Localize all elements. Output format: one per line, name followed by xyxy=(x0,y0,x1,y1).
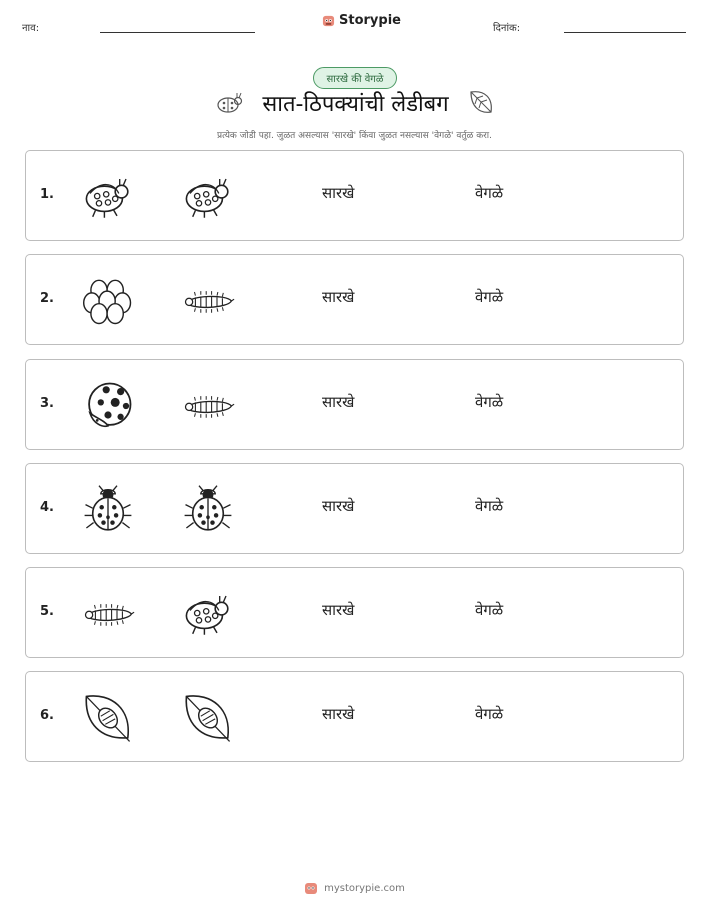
larva-icon xyxy=(181,274,235,328)
question-row xyxy=(25,567,684,658)
title-row xyxy=(0,88,709,118)
category-tag: सारखे की वेगळे xyxy=(313,67,397,89)
different-option[interactable]: वेगळे xyxy=(475,288,504,306)
name-line[interactable] xyxy=(100,32,255,33)
different-option[interactable]: वेगळे xyxy=(475,497,504,515)
page-title: सात-ठिपक्यांची लेडीबग xyxy=(262,92,449,117)
same-option[interactable]: सारखे xyxy=(322,393,355,411)
same-option[interactable]: सारखे xyxy=(322,705,355,723)
question-row xyxy=(25,359,684,450)
different-option[interactable]: वेगळे xyxy=(475,705,504,723)
ladybug-top-icon xyxy=(181,483,235,537)
question-number: 5. xyxy=(40,604,54,619)
instructions: प्रत्येक जोडी पहा. जुळत असल्यास 'सारखे' किंवा जुळत नसल्यास 'वेगळे' वर्तुळ करा. xyxy=(216,131,492,141)
same-option[interactable]: सारखे xyxy=(322,601,355,619)
pupa-leaf-icon xyxy=(181,691,235,745)
date-label: दिनांक: xyxy=(493,23,521,34)
date-line[interactable] xyxy=(564,32,686,33)
question-number: 3. xyxy=(40,396,54,411)
brand-logo xyxy=(322,13,401,28)
footer xyxy=(0,881,709,895)
question-number: 4. xyxy=(40,500,54,515)
question-number: 2. xyxy=(40,291,54,306)
pupa-leaf-icon xyxy=(81,691,135,745)
ladybug-side-icon xyxy=(181,170,235,224)
ladybug-side-icon xyxy=(181,587,235,641)
ladybug-spotted-icon xyxy=(81,379,135,433)
brand-name: Storypie xyxy=(339,13,401,28)
question-row xyxy=(25,463,684,554)
question-row xyxy=(25,671,684,762)
different-option[interactable]: वेगळे xyxy=(475,601,504,619)
question-number: 6. xyxy=(40,708,54,723)
different-option[interactable]: वेगळे xyxy=(475,184,504,202)
storypie-logo-icon xyxy=(304,881,318,895)
question-row xyxy=(25,254,684,345)
ladybug-side-icon xyxy=(81,170,135,224)
same-option[interactable]: सारखे xyxy=(322,497,355,515)
ladybug-icon xyxy=(214,90,244,116)
same-option[interactable]: सारखे xyxy=(322,184,355,202)
leaf-icon xyxy=(467,88,495,118)
storypie-logo-icon xyxy=(322,14,335,27)
different-option[interactable]: वेगळे xyxy=(475,393,504,411)
same-option[interactable]: सारखे xyxy=(322,288,355,306)
name-label: नाव: xyxy=(22,23,40,34)
larva-icon xyxy=(81,587,135,641)
question-number: 1. xyxy=(40,187,54,202)
larva-icon xyxy=(181,379,235,433)
question-row xyxy=(25,150,684,241)
ladybug-top-icon xyxy=(81,483,135,537)
footer-url[interactable]: mystorypie.com xyxy=(324,882,405,894)
eggs-icon xyxy=(81,274,135,328)
